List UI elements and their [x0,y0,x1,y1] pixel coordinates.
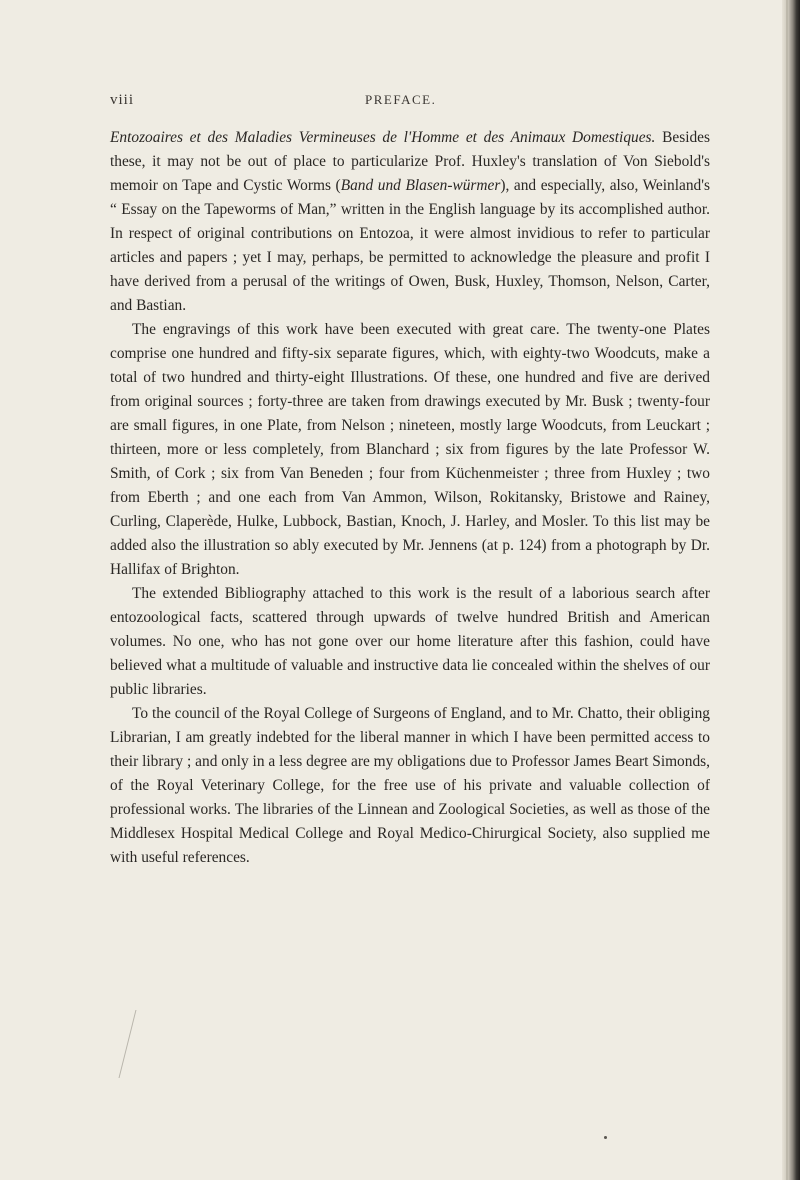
paragraph-4: To the council of the Royal College of Surgeons of England, and to Mr. Chatto, their obliging Librarian, I am greatly indebted for the liberal manner in which I have been permitted access to their library ; and only in a less degree are my obligations due to Professor James Beart Simonds, of the Royal Veterinary College, for the free use of his private and valuable collection of professional works. The libraries of the Linnean and Zoological Societies, as well as those of the Middlesex Hospital Medical College and Royal Medico-Chirurgical Society, also supplied me with useful references. [110,705,710,866]
pencil-mark [105,1010,137,1078]
page-number: viii [110,92,135,108]
paragraph-3: The extended Bibliography attached to this work is the result of a laborious search after entozoological facts, scattered through upwards of twelve hundred British and American volumes. No one, who has not gone over our home literature after this fashion, could have believed what a multitude of valuable and instructive data lie concealed within the shelves of our public libraries. [110,585,710,698]
paragraph-1-text-a: Besides these, it may not be out of place to particularize Prof. Huxley's translation of Von Siebold's memoir on Tape and Cystic Worms ( [110,129,710,194]
book-title-entozoaires: Entozoaires et des Maladies Vermineuses de l'Homme et des Animaux Domestiques. [110,129,656,146]
running-head [110,92,710,114]
binding-edge-line [786,0,788,1180]
paragraph-1 [110,126,710,318]
paragraph-1-text-b: ), and especially, also, Weinland's “ Essay on the Tapeworms of Man,” written in the English language by its accomplished author. In respect of original contributions on Entozoa, it were almost invidious to refer to particular articles and papers ; yet I may, perhaps, be permitted to acknowledge the pleasure and profit I have derived from a perusal of the writings of Owen, Busk, Huxley, Thomson, Nelson, Carter, and Bastian. [110,177,710,314]
binding-edge [782,0,800,1180]
running-title: PREFACE. [365,92,437,107]
preface-text [110,126,710,870]
ink-speck [604,1136,607,1139]
paragraph-2: The engravings of this work have been executed with great care. The twenty-one Plates comprise one hundred and fifty-six separate figures, which, with eighty-two Woodcuts, make a total of two hundred and thirty-eight Illustrations. Of these, one hundred and five are derived from original sources ; forty-three are taken from drawings executed by Mr. Busk ; twenty-four are small figures, in one Plate, from Nelson ; nineteen, mostly large Woodcuts, from Leuckart ; thirteen, more or less completely, from Blanchard ; six from figures by the late Professor W. Smith, of Cork ; six from Van Beneden ; four from Küchenmeister ; three from Huxley ; two from Eberth ; and one each from Van Ammon, Wilson, Rokitansky, Bristowe and Rainey, Curling, Claperède, Hulke, Lubbock, Bastian, Knoch, J. Harley, and Mosler. To this list may be added also the illustration so ably executed by Mr. Jennens (at p. 124) from a photograph by Dr. Hallifax of Brighton. [110,321,710,578]
book-title-band-und-blasenwurmer: Band und Blasen-würmer [340,177,501,194]
